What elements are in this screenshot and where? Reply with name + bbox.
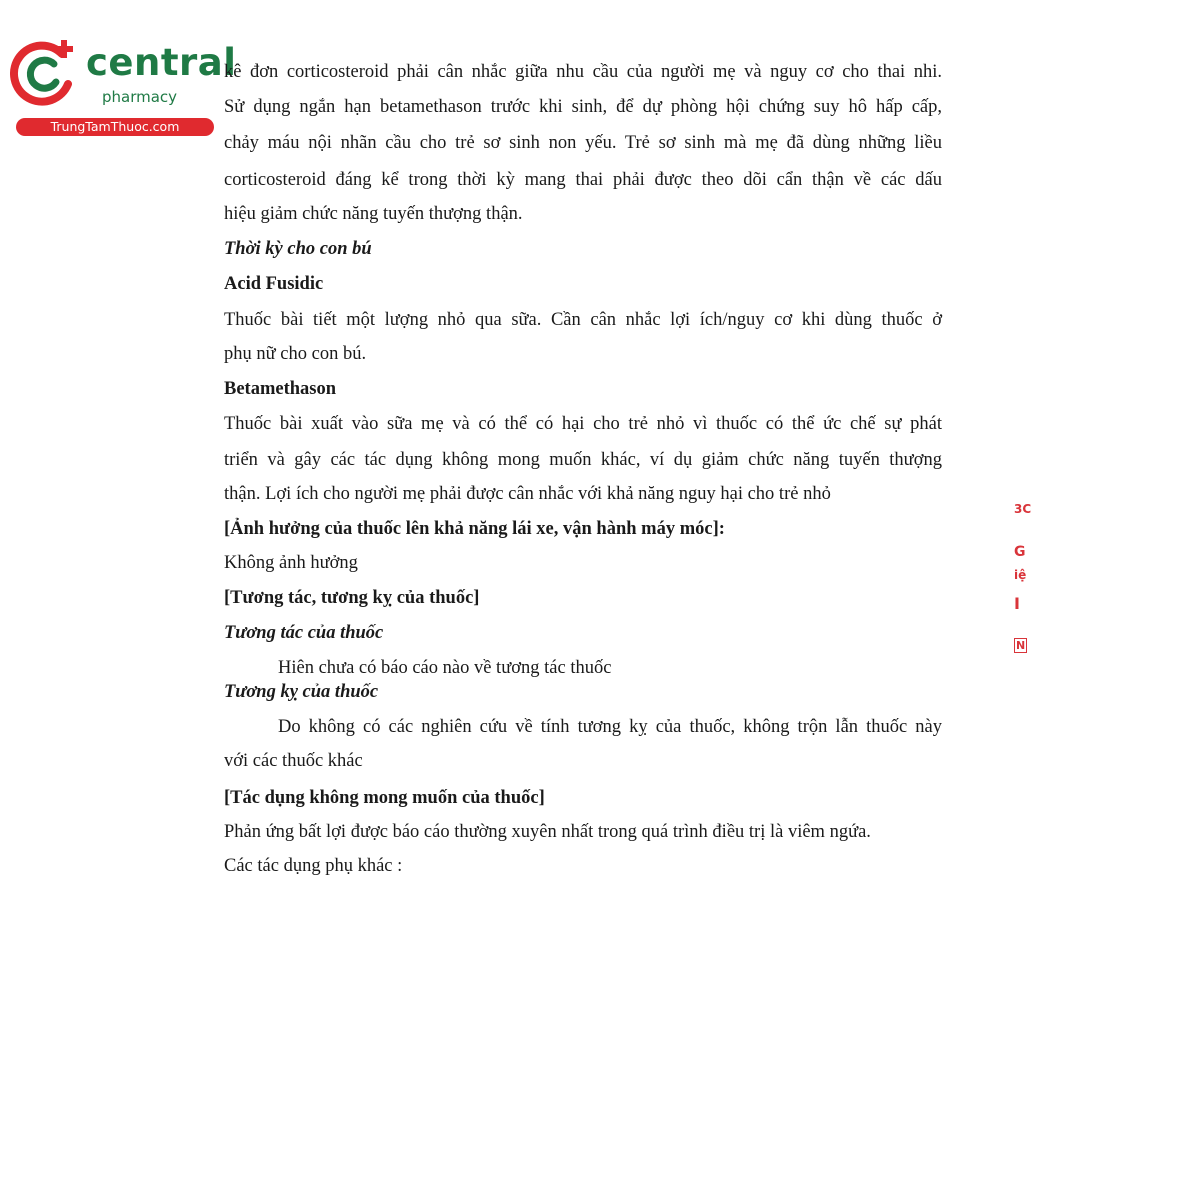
drug-heading: Betamethason <box>224 379 337 399</box>
stamp-text: I <box>1014 594 1020 613</box>
paragraph-line: Hiên chưa có báo cáo nào về tương tác thuốc <box>278 658 612 678</box>
subheading: Thời kỳ cho con bú <box>224 239 372 259</box>
paragraph-line: triển và gây các tác dụng không mong muốn khác, ví dụ giảm chức năng tuyến thượng <box>224 450 942 470</box>
subheading: Tương kỵ của thuốc <box>224 682 379 702</box>
subheading: Tương tác của thuốc <box>224 623 384 643</box>
paragraph-line: với các thuốc khác <box>224 751 363 771</box>
paragraph-line: phụ nữ cho con bú. <box>224 344 367 364</box>
stamp-text: 3C <box>1014 502 1032 516</box>
section-heading: [Tác dụng không mong muốn của thuốc] <box>224 788 545 808</box>
paragraph-line: Thuốc bài xuất vào sữa mẹ và có thể có hại cho trẻ nhỏ vì thuốc có thể ức chế sự phát <box>224 414 942 434</box>
paragraph-line: Các tác dụng phụ khác : <box>224 856 403 876</box>
stamp-text: G <box>1014 544 1026 560</box>
drug-heading: Acid Fusidic <box>224 274 324 294</box>
brand-logo <box>10 38 237 138</box>
brand-tagline: pharmacy <box>102 88 178 106</box>
central-pharmacy-logo-icon <box>10 38 80 108</box>
paragraph-line: Thuốc bài tiết một lượng nhỏ qua sữa. Cần cân nhắc lợi ích/nguy cơ khi dùng thuốc ở <box>224 310 942 330</box>
stamp-text: N <box>1016 639 1026 652</box>
paragraph-line: chảy máu nội nhãn cầu cho trẻ sơ sinh non yếu. Trẻ sơ sinh mà mẹ đã dùng những liều <box>224 133 942 153</box>
paragraph-line: Sử dụng ngắn hạn betamethason trước khi sinh, để dự phòng hội chứng suy hô hấp cấp, <box>224 97 942 117</box>
brand-name: central <box>86 41 237 84</box>
stamp-text: iệ <box>1014 568 1027 582</box>
paragraph-line: hiệu giảm chức năng tuyến thượng thận. <box>224 204 523 224</box>
paragraph-line: thận. Lợi ích cho người mẹ phải được cân nhắc với khả năng nguy hại cho trẻ nhỏ <box>224 484 831 504</box>
section-heading: [Tương tác, tương kỵ của thuốc] <box>224 588 480 608</box>
paragraph-line: Do không có các nghiên cứu về tính tương kỵ của thuốc, không trộn lẫn thuốc này <box>278 717 942 737</box>
paragraph-line: Phản ứng bất lợi được báo cáo thường xuyên nhất trong quá trình điều trị là viêm ngứa. <box>224 822 871 842</box>
paragraph-line: kê đơn corticosteroid phải cân nhắc giữa nhu cầu của người mẹ và nguy cơ cho thai nhi. <box>224 62 942 82</box>
red-stamp-fragment <box>1014 498 1036 668</box>
brand-website: TrungTamThuoc.com <box>16 118 214 136</box>
paragraph-line: corticosteroid đáng kể trong thời kỳ mang thai phải được theo dõi cẩn thận về các dấu <box>224 170 942 190</box>
paragraph-line: Không ảnh hưởng <box>224 553 358 573</box>
section-heading: [Ảnh hưởng của thuốc lên khả năng lái xe, vận hành máy móc]: <box>224 519 725 539</box>
